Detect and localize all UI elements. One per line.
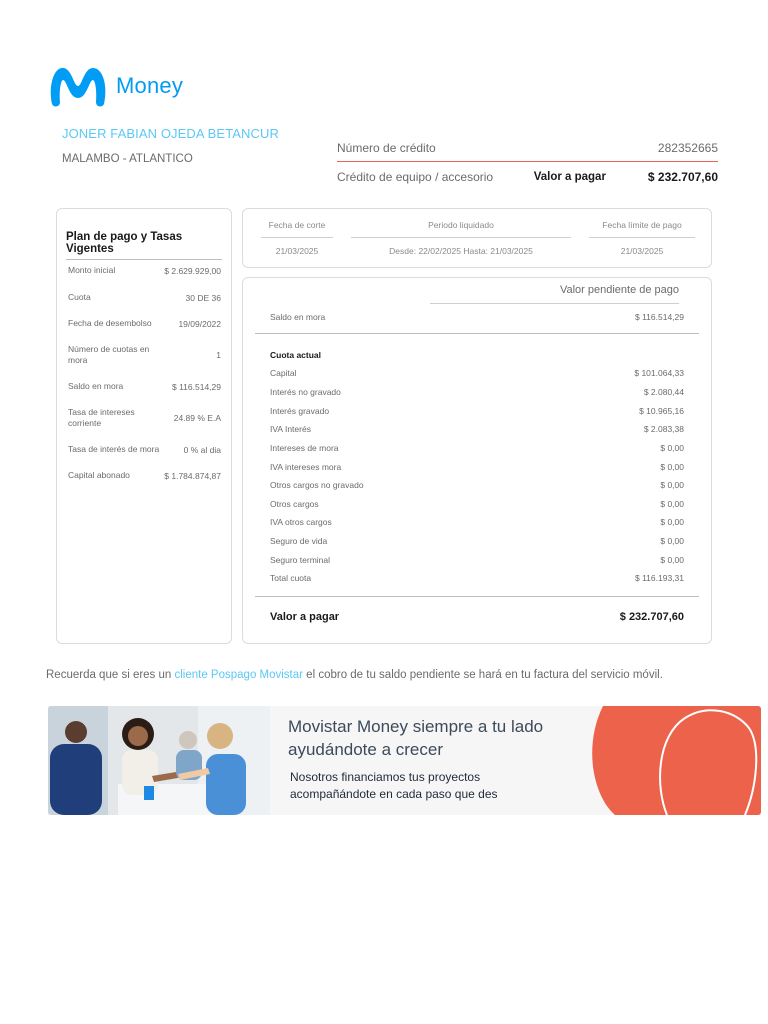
team-photo-image <box>48 706 270 815</box>
plan-row-label: Fecha de desembolso <box>68 318 152 328</box>
detail-row-label: IVA Interés <box>270 424 311 434</box>
detail-row-value: $ 101.064,33 <box>634 368 684 378</box>
detail-row-label: Capital <box>270 368 297 378</box>
detail-row-label: Total cuota <box>270 573 312 583</box>
plan-row-value: 24.89 % E.A <box>173 413 221 423</box>
detail-row-value: $ 0,00 <box>660 536 684 546</box>
pay-total-label: Valor a pagar <box>270 611 340 623</box>
credit-divider <box>337 161 718 162</box>
pending-value-label: Valor pendiente de pago <box>559 284 679 296</box>
plan-row-label: Saldo en mora <box>68 381 124 391</box>
detail-row-value: $ 0,00 <box>660 480 684 490</box>
detail-row-seguro-terminal <box>270 555 684 565</box>
banner-subheadline-line1: Nosotros financiamos tus proyectos <box>290 770 481 784</box>
mora-value: $ 116.514,29 <box>635 312 684 322</box>
banner-subheadline-line2: acompañándote en cada paso que des <box>290 787 498 801</box>
credit-number-label: Número de crédito <box>337 141 436 155</box>
pospago-link[interactable]: cliente Pospago Movistar <box>174 669 303 681</box>
mora-label: Saldo en mora <box>270 312 326 322</box>
plan-row-value: $ 116.514,29 <box>172 381 221 392</box>
client-name: JONER FABIAN OJEDA BETANCUR <box>62 126 279 141</box>
detail-row-value: $ 116.193,31 <box>635 573 684 583</box>
plan-row-tasa-corriente <box>68 407 221 429</box>
detail-row-label: Interés gravado <box>270 406 330 416</box>
plan-row-cuota <box>68 292 221 303</box>
banner-subheadline <box>290 769 570 803</box>
cuota-title: Cuota actual <box>270 350 322 360</box>
detail-row-value: $ 0,00 <box>660 555 684 565</box>
detail-row-iva-otros-cargos <box>270 517 684 527</box>
plan-row-fecha-desembolso <box>68 318 221 329</box>
plan-row-capital-abonado <box>68 470 221 481</box>
cut-date-divider <box>261 237 333 238</box>
detail-row-label: IVA intereses mora <box>270 462 342 472</box>
plan-row-label: Número de cuotas en mora <box>68 344 150 365</box>
plan-row-cuotas-mora <box>68 344 221 366</box>
credit-summary <box>337 138 718 190</box>
brand-logo <box>48 64 183 108</box>
credit-type: Crédito de equipo / accesorio <box>337 170 494 184</box>
client-city: MALAMBO - ATLANTICO <box>62 153 193 165</box>
total-divider <box>255 596 699 597</box>
credit-pay-label: Valor a pagar <box>533 171 606 183</box>
plan-row-monto-inicial <box>68 265 221 276</box>
banner-headline <box>288 715 588 761</box>
plan-row-label: Tasa de interés de mora <box>68 444 160 454</box>
detail-row-value: $ 10.965,16 <box>639 406 684 416</box>
plan-row-value: 19/09/2022 <box>178 318 221 329</box>
period-value: Desde: 22/02/2025 Hasta: 21/03/2025 <box>389 246 533 256</box>
detail-row-label: Otros cargos no gravado <box>270 480 364 490</box>
pending-divider <box>430 303 679 304</box>
plan-row-value: $ 1.784.874,87 <box>164 470 221 481</box>
plan-row-value: 1 <box>216 350 221 360</box>
detail-row-label: Intereses de mora <box>270 443 339 453</box>
detail-row-value: $ 0,00 <box>660 499 684 509</box>
plan-row-saldo-mora <box>68 381 221 392</box>
detail-row-intereses-mora <box>270 443 684 453</box>
due-date-label: Fecha límite de pago <box>602 220 682 230</box>
dates-panel <box>242 208 712 268</box>
banner-headline-line2: ayudándote a crecer <box>288 740 443 759</box>
detail-row-value: $ 0,00 <box>660 443 684 453</box>
detail-row-iva-intereses-mora <box>270 462 684 472</box>
detail-row-otros-cargos <box>270 499 684 509</box>
due-date-divider <box>589 237 695 238</box>
notice-text-end: el cobro de tu saldo pendiente se hará en tu factura del servicio móvil. <box>302 669 663 681</box>
detail-row-seguro-vida <box>270 536 684 546</box>
movistar-m-icon <box>48 64 108 108</box>
plan-row-label: Monto inicial <box>68 265 116 275</box>
cut-date-column <box>261 209 333 256</box>
cut-date-label: Fecha de corte <box>268 220 326 230</box>
mora-row <box>270 312 684 322</box>
detail-row-total-cuota <box>270 573 684 583</box>
pay-total-amount: $ 232.707,60 <box>619 611 684 623</box>
plan-row-label: Tasa de intereses corriente <box>68 407 135 428</box>
detail-row-value: $ 2.080,44 <box>643 387 684 397</box>
detail-row-value: $ 2.083,38 <box>643 424 684 434</box>
plan-row-tasa-mora <box>68 444 221 455</box>
period-column <box>351 209 571 256</box>
brand-name: Money <box>116 73 184 98</box>
detail-row-label: Seguro de vida <box>270 536 328 546</box>
plan-row-value: $ 2.629.929,00 <box>164 265 221 276</box>
plan-row-value: 0 % al dia <box>183 444 221 455</box>
pospago-notice <box>46 669 663 681</box>
detail-row-interes-gravado <box>270 406 684 416</box>
pay-total-row <box>270 611 684 623</box>
detail-row-interes-no-gravado <box>270 387 684 397</box>
detail-row-label: Seguro terminal <box>270 555 331 565</box>
detail-row-label: Otros cargos <box>270 499 319 509</box>
period-divider <box>351 237 571 238</box>
plan-row-label: Capital abonado <box>68 470 130 480</box>
detail-row-label: IVA otros cargos <box>270 517 332 527</box>
plan-panel <box>56 208 232 644</box>
promo-banner[interactable] <box>48 706 761 815</box>
banner-headline-line1: Movistar Money siempre a tu lado <box>288 717 544 736</box>
period-label: Periodo liquidado <box>428 220 494 230</box>
detail-row-value: $ 0,00 <box>660 517 684 527</box>
detail-row-label: Interés no gravado <box>270 387 341 397</box>
due-date-column <box>589 209 695 256</box>
decorative-shape-icon <box>585 706 761 815</box>
detail-row-otros-no-gravado <box>270 480 684 490</box>
detail-row-iva-interes <box>270 424 684 434</box>
detail-row-capital <box>270 368 684 378</box>
detail-row-value: $ 0,00 <box>660 462 684 472</box>
plan-row-label: Cuota <box>68 292 91 302</box>
cut-date-value: 21/03/2025 <box>275 246 319 256</box>
credit-pay-amount: $ 232.707,60 <box>647 170 718 184</box>
plan-divider <box>66 259 222 260</box>
plan-title: Plan de pago y Tasas Vigentes <box>66 231 183 255</box>
credit-number-value: 282352665 <box>657 141 718 155</box>
mora-divider <box>255 333 699 334</box>
due-date-value: 21/03/2025 <box>620 246 664 256</box>
payment-detail-panel <box>242 277 712 644</box>
notice-text-start: Recuerda que si eres un <box>46 669 175 681</box>
plan-row-value: 30 DE 36 <box>185 292 221 303</box>
